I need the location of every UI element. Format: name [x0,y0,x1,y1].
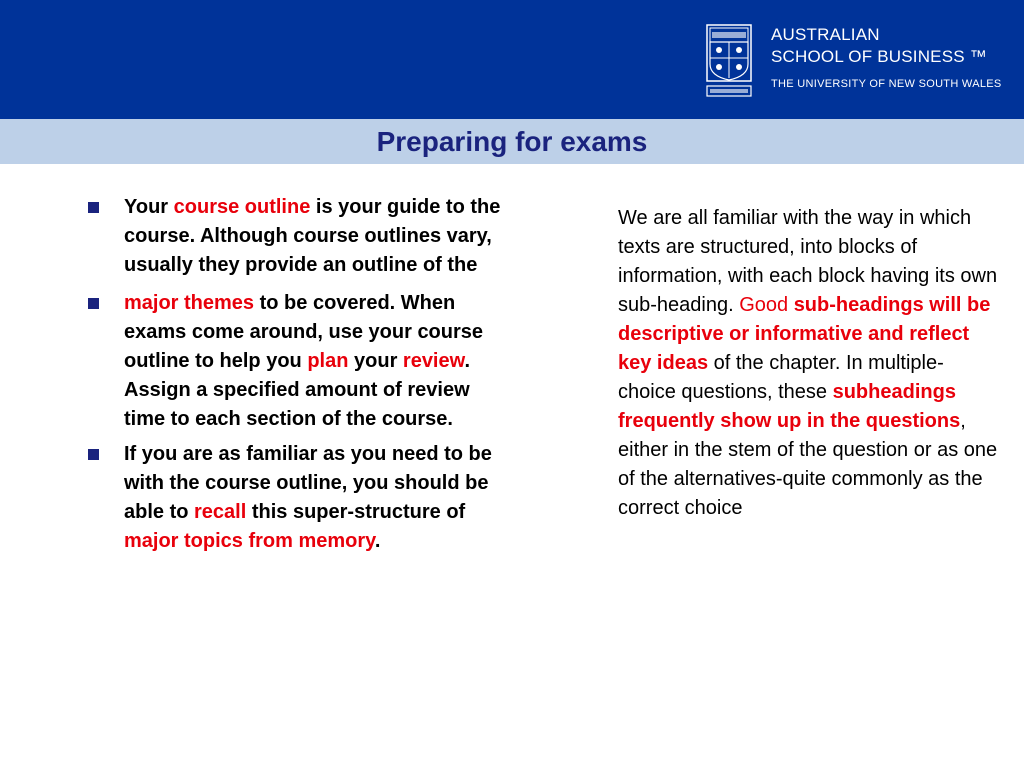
side-paragraph [618,204,998,523]
bullet-3-text-2: this super-structure of [246,501,466,523]
bullet-list [85,193,505,556]
bullet-item-2 [85,289,505,434]
brand-line-1: AUSTRALIAN [771,25,880,44]
bullet-item-3 [85,440,505,556]
bullet-3-highlight-2: major topics from memory [124,530,375,552]
brand-line-3: THE UNIVERSITY OF NEW SOUTH WALES [771,78,1002,90]
paragraph-text-2: of the chapter. In multiple-choice questions, these [618,352,944,403]
header-banner [0,0,1024,119]
title-bar [0,119,1024,164]
square-bullet-icon [88,449,99,460]
bullet-2-text-3: . Assign a specified amount of review time to each section of the course. [124,350,470,430]
bullet-item-1 [85,193,505,280]
brand-line-2: SCHOOL OF BUSINESS ™ [771,47,987,66]
paragraph-highlight-1: sub-headings will be descriptive or informative and reflect key ideas [618,294,991,374]
paragraph-text-3: , either in the stem of the question or as one of the alternatives-quite commonly as the correct choice [618,410,998,519]
paragraph-text-1: We are all familiar with the way in which texts are structured, into blocks of information, with each block having its own sub-heading. [618,207,998,316]
square-bullet-icon [88,202,99,213]
paragraph-good: Good [739,294,794,316]
bullet-1-text-2: is your guide to the course. Although course outlines vary, usually they provide an outline of the [124,196,501,276]
bullet-3-highlight-1: recall [194,501,247,523]
bullet-3-text-1: If you are as familiar as you need to be with the course outline, you should be able to [124,443,492,523]
bullet-1-text: Your [124,196,174,218]
slide-title: Preparing for exams [376,126,648,157]
university-crest-icon [706,24,752,98]
bullet-2-text-2: your [348,350,403,372]
bullet-2-highlight-2: plan [307,350,349,372]
paragraph-highlight-2: subheadings frequently show up in the questions [618,381,961,432]
square-bullet-icon [88,298,99,309]
bullet-3-text-3: . [374,530,381,552]
brand-block [771,24,1002,91]
bullet-2-text-1: to be covered. When exams come around, use your course outline to help you [124,292,484,372]
bullet-1-highlight: course outline [173,196,311,218]
bullet-2-highlight-1: major themes [124,292,255,314]
bullet-2-highlight-3: review [402,350,465,372]
